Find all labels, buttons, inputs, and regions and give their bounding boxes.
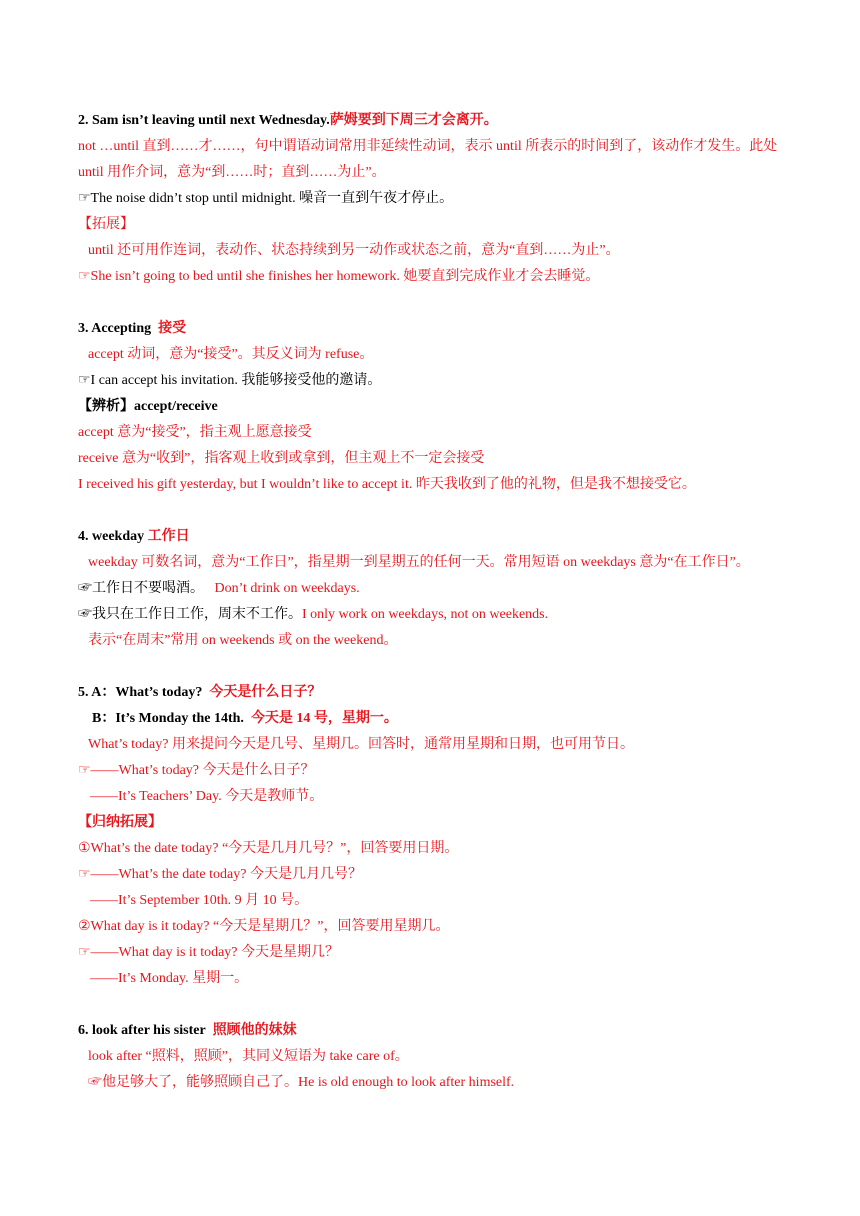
section-5-item-2-answer: ——It’s Monday. 星期一。 <box>90 971 249 986</box>
section-6-definition: look after “照料，照顾”，其同义短语为 take care of。 <box>88 1049 409 1064</box>
section-6-example-cn: ☞他足够大了，能够照顾自己了。 <box>88 1075 298 1090</box>
section-5-item-2-question: ☞——What day is it today? 今天是星期几？ <box>78 945 340 960</box>
section-3-title-en: 3. Accepting <box>78 321 152 336</box>
section-4-example-1 <box>78 576 784 602</box>
section-4-example-2-en: I only work on weekdays, not on weekends. <box>302 607 549 622</box>
section-2-title-cn: 萨姆要到下周三才会离开。 <box>329 113 498 128</box>
section-5-answer-en: B：It’s Monday the 14th. <box>92 711 244 726</box>
section-3-definition: accept 动词，意为“接受”。其反义词为 refuse。 <box>88 347 374 362</box>
section-4-note: 表示“在周末”常用 on weekends 或 on the weekend。 <box>88 633 398 648</box>
section-4-title-en: 4. weekday <box>78 529 145 544</box>
section-5-item-1-answer: ——It’s September 10th. 9 月 10 号。 <box>90 893 309 908</box>
spacer <box>78 992 784 1018</box>
section-5-definition: What’s today? 用来提问今天是几号、星期几。回答时，通常用星期和日期，也可用节日。 <box>88 737 634 752</box>
section-4-title <box>78 524 784 550</box>
section-4-definition: weekday 可数名词，意为“工作日”，指星期一到星期五的任何一天。常用短语 on weekdays 意为“在工作日”。 <box>88 555 750 570</box>
section-3-title <box>78 316 784 342</box>
section-2-extension-heading: 【拓展】 <box>78 217 134 232</box>
spacer <box>78 654 784 680</box>
section-3-accept-line: accept 意为“接受”，指主观上愿意接受 <box>78 425 312 440</box>
section-5-answer <box>78 706 784 732</box>
section-4-example-2 <box>78 602 784 628</box>
section-2-extension-text: until 还可用作连词，表动作、状态持续到另一动作或状态之前，意为“直到……为止”。 <box>88 243 620 258</box>
section-3-receive-line: receive 意为“收到”，指客观上收到或拿到，但主观上不一定会接受 <box>78 451 485 466</box>
section-2-title <box>78 108 784 134</box>
section-5-question-en: 5. A：What’s today? <box>78 685 203 700</box>
spacer <box>78 290 784 316</box>
section-5-question-cn: 今天是什么日子？ <box>209 685 322 700</box>
section-6-example-en: He is old enough to look after himself. <box>298 1075 515 1090</box>
section-4-example-1-en: Don’t drink on weekdays. <box>214 581 360 596</box>
section-2-title-en: 2. Sam isn’t leaving until next Wednesday. <box>78 113 330 128</box>
section-3-example-sentence: I received his gift yesterday, but I wouldn’t like to accept it. 昨天我收到了他的礼物，但是我不想接受它。 <box>78 477 696 492</box>
section-5-item-1-question: ☞——What’s the date today? 今天是几月几号？ <box>78 867 362 882</box>
section-5-item-1: ①What’s the date today? “今天是几月几号？”，回答要用日期。 <box>78 841 459 856</box>
section-4-example-2-cn: ☞我只在工作日工作，周末不工作。 <box>78 607 302 622</box>
section-4-title-cn: 工作日 <box>147 529 190 544</box>
section-3-analysis-heading: 【辨析】accept/receive <box>78 399 218 414</box>
section-6-title <box>78 1018 784 1044</box>
section-5-extension-heading: 【归纳拓展】 <box>78 815 162 830</box>
section-5-example-question: ☞——What’s today? 今天是什么日子？ <box>78 763 315 778</box>
section-4-example-1-cn: ☞工作日不要喝酒。 <box>78 581 204 596</box>
document-page <box>78 108 784 1096</box>
section-5-question <box>78 680 784 706</box>
section-6-title-en: 6. look after his sister <box>78 1023 206 1038</box>
section-3-example: ☞I can accept his invitation. 我能够接受他的邀请。 <box>78 373 382 388</box>
section-5-example-answer: ——It’s Teachers’ Day. 今天是教师节。 <box>90 789 324 804</box>
spacer <box>78 498 784 524</box>
section-6-title-cn: 照顾他的妹妹 <box>212 1023 297 1038</box>
section-2-extension-example: ☞She isn’t going to bed until she finishes her homework. 她要直到完成作业才会去睡觉。 <box>78 269 600 284</box>
section-2-note: not …until 直到……才……，句中谓语动词常用非延续性动词，表示 until 所表示的时间到了，该动作才发生。此处 until 用作介词，意为“到……时；直到……为止”。 <box>78 139 778 180</box>
section-2-example: ☞The noise didn’t stop until midnight. 噪音一直到午夜才停止。 <box>78 191 454 206</box>
section-3-title-cn: 接受 <box>158 321 187 336</box>
section-5-item-2: ②What day is it today? “今天是星期几？”，回答要用星期几。 <box>78 919 450 934</box>
section-6-example <box>78 1070 784 1096</box>
section-5-answer-cn: 今天是 14 号，星期一。 <box>250 711 398 726</box>
